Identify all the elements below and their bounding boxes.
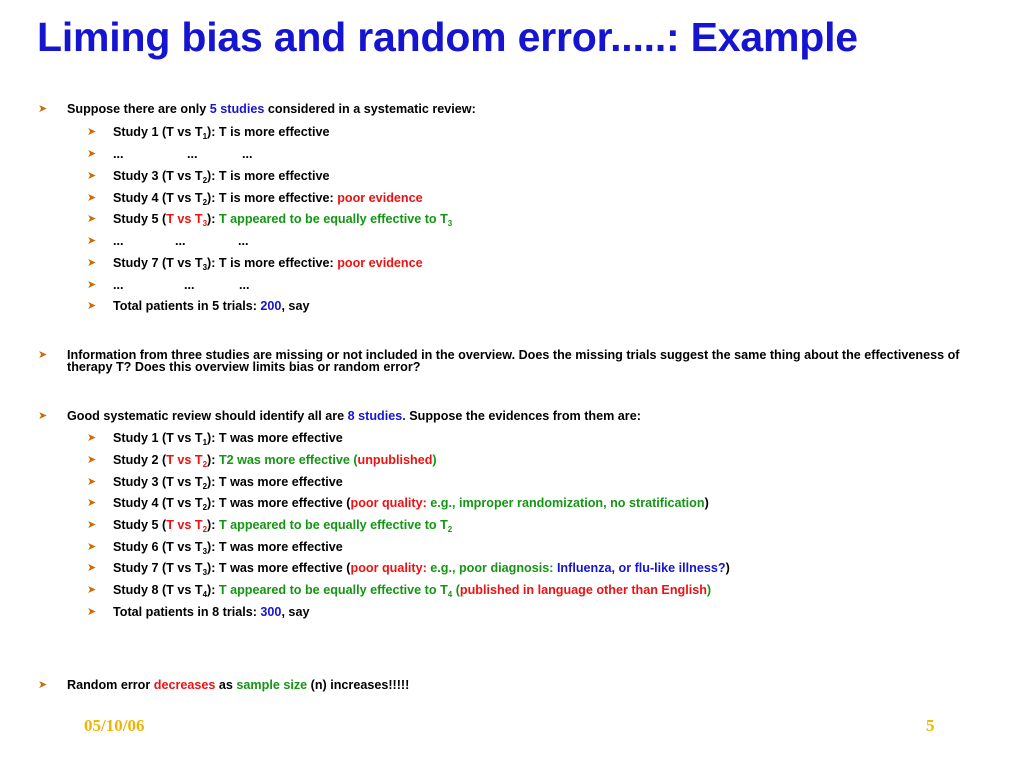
list-item-total: ➤ Total patients in 8 trials: 300, say: [87, 605, 310, 619]
arrow-head-icon: ➤: [87, 235, 97, 247]
arrow-head-icon: ➤: [87, 562, 97, 574]
arrow-head-icon: ➤: [87, 213, 97, 225]
bullet-missing-info: ➤ Information from three studies are missing or not included in the overview. Does the missing trials suggest the same thing about the effectiveness of therapy T? Does this overview limits bias or random error?: [38, 348, 960, 374]
list-item: ➤ Study 5 (T vs $T_3$): T appeared to be equally effective to $T_3$: [87, 212, 453, 228]
list-item-total: ➤ Total patients in 5 trials: 200, say: [87, 299, 310, 313]
list-item: ➤ Study 3 (T vs $T_2$): T is more effective: [87, 169, 330, 185]
arrow-head-icon: ➤: [38, 679, 48, 691]
bullet-studies-intro: ➤ Suppose there are only 5 studies considered in a systematic review:: [38, 102, 476, 116]
list-item: ➤ Study 1 (T vs $T_1$): T is more effective: [87, 125, 330, 141]
footer-date: 05/10/06: [84, 716, 145, 735]
slide: Liming bias and random error.....: Example ➤ Suppose there are only 5 studies considered in a systematic review: ➤ Study 1 (T vs $T_1$): T is more effective ➤ ... ... ... ➤ Study 3 (T vs $T_2$): T is more effective ➤ Study 4 (T vs $T_2$): T is more effective: poor evidence ➤ Study 5 (T vs $T_3$): T appeared to be equally effective to $T_3$ ➤ ... ... ... ➤ Study 7 (T vs $T_3$): T is more effective: poor evidence ➤ ... ... ... ➤ Total patients in 5 trials: 200, say ➤ Information from three studies are missing or not included in the overview. Does the missing trials suggest the same thing about the effectiveness of therapy T? Does this overview limits bias or random error? ➤ Good systematic review should identify all are 8 studies. Suppose the evidences from them are: ➤ Study 1 (T vs $T_1$): T was more effective ➤ Study 2 (T vs $T_2$): T2 was more effective (unpublished) ➤ Study 3 (T vs $T_2$): T was more effective ➤ Study 4 (T vs $T_2$): T was more effective (poor quality: e.g., improper randomization, no stratification) ➤ Study 5 (T vs $T_2$): T appeared to be equally effective to $T_2$ ➤ Study 6 (T vs $T_3$): T was more effective ➤ Study 7 (T vs $T_3$): T was more effective (poor quality: e.g., poor diagnosis: Influenza, or flu-like illness?) ➤ Study 8 (T vs $T_4$): T appeared to be equally effective to $T_4$ (published in language other than English) ➤ Total patients in 8 trials: 300, say ➤ Random error decreases as sample size (n) increases!!!!! 05/10/06 5: [0, 0, 1024, 768]
arrow-head-icon: ➤: [87, 476, 97, 488]
list-item: ➤ Study 4 (T vs $T_2$): T is more effective: poor evidence: [87, 191, 423, 207]
arrow-head-icon: ➤: [87, 519, 97, 531]
list-item: ➤ Study 2 (T vs $T_2$): T2 was more effective (unpublished): [87, 453, 437, 469]
arrow-head-icon: ➤: [38, 349, 48, 361]
arrow-head-icon: ➤: [87, 432, 97, 444]
arrow-head-icon: ➤: [38, 410, 48, 422]
list-item: ➤ Study 7 (T vs $T_3$): T is more effective: poor evidence: [87, 256, 423, 272]
arrow-head-icon: ➤: [87, 192, 97, 204]
arrow-head-icon: ➤: [87, 584, 97, 596]
arrow-head-icon: ➤: [38, 103, 48, 115]
bullet-good-review: ➤ Good systematic review should identify all are 8 studies. Suppose the evidences from them are:: [38, 409, 641, 423]
slide-title: Liming bias and random error.....: Example: [37, 14, 858, 60]
arrow-head-icon: ➤: [87, 257, 97, 269]
arrow-head-icon: ➤: [87, 497, 97, 509]
list-item: ➤ Study 3 (T vs $T_2$): T was more effective: [87, 475, 343, 491]
arrow-head-icon: ➤: [87, 606, 97, 618]
arrow-head-icon: ➤: [87, 126, 97, 138]
arrow-head-icon: ➤: [87, 148, 97, 160]
arrow-head-icon: ➤: [87, 279, 97, 291]
arrow-head-icon: ➤: [87, 541, 97, 553]
arrow-head-icon: ➤: [87, 454, 97, 466]
arrow-head-icon: ➤: [87, 300, 97, 312]
list-item: ➤ Study 1 (T vs $T_1$): T was more effective: [87, 431, 343, 447]
page-number: 5: [926, 716, 935, 735]
list-item: ➤ Study 5 (T vs $T_2$): T appeared to be equally effective to $T_2$: [87, 518, 453, 534]
list-item: ➤ Study 4 (T vs $T_2$): T was more effective (poor quality: e.g., improper randomization, no stratification): [87, 496, 709, 512]
list-item: ➤ Study 7 (T vs $T_3$): T was more effective (poor quality: e.g., poor diagnosis: Influenza, or flu-like illness?): [87, 561, 730, 577]
arrow-head-icon: ➤: [87, 170, 97, 182]
bullet-random-error: ➤ Random error decreases as sample size (n) increases!!!!!: [38, 678, 410, 692]
list-item: ➤ Study 8 (T vs $T_4$): T appeared to be equally effective to $T_4$ (published in language other than English): [87, 583, 712, 599]
list-item: ➤ Study 6 (T vs $T_3$): T was more effective: [87, 540, 343, 556]
